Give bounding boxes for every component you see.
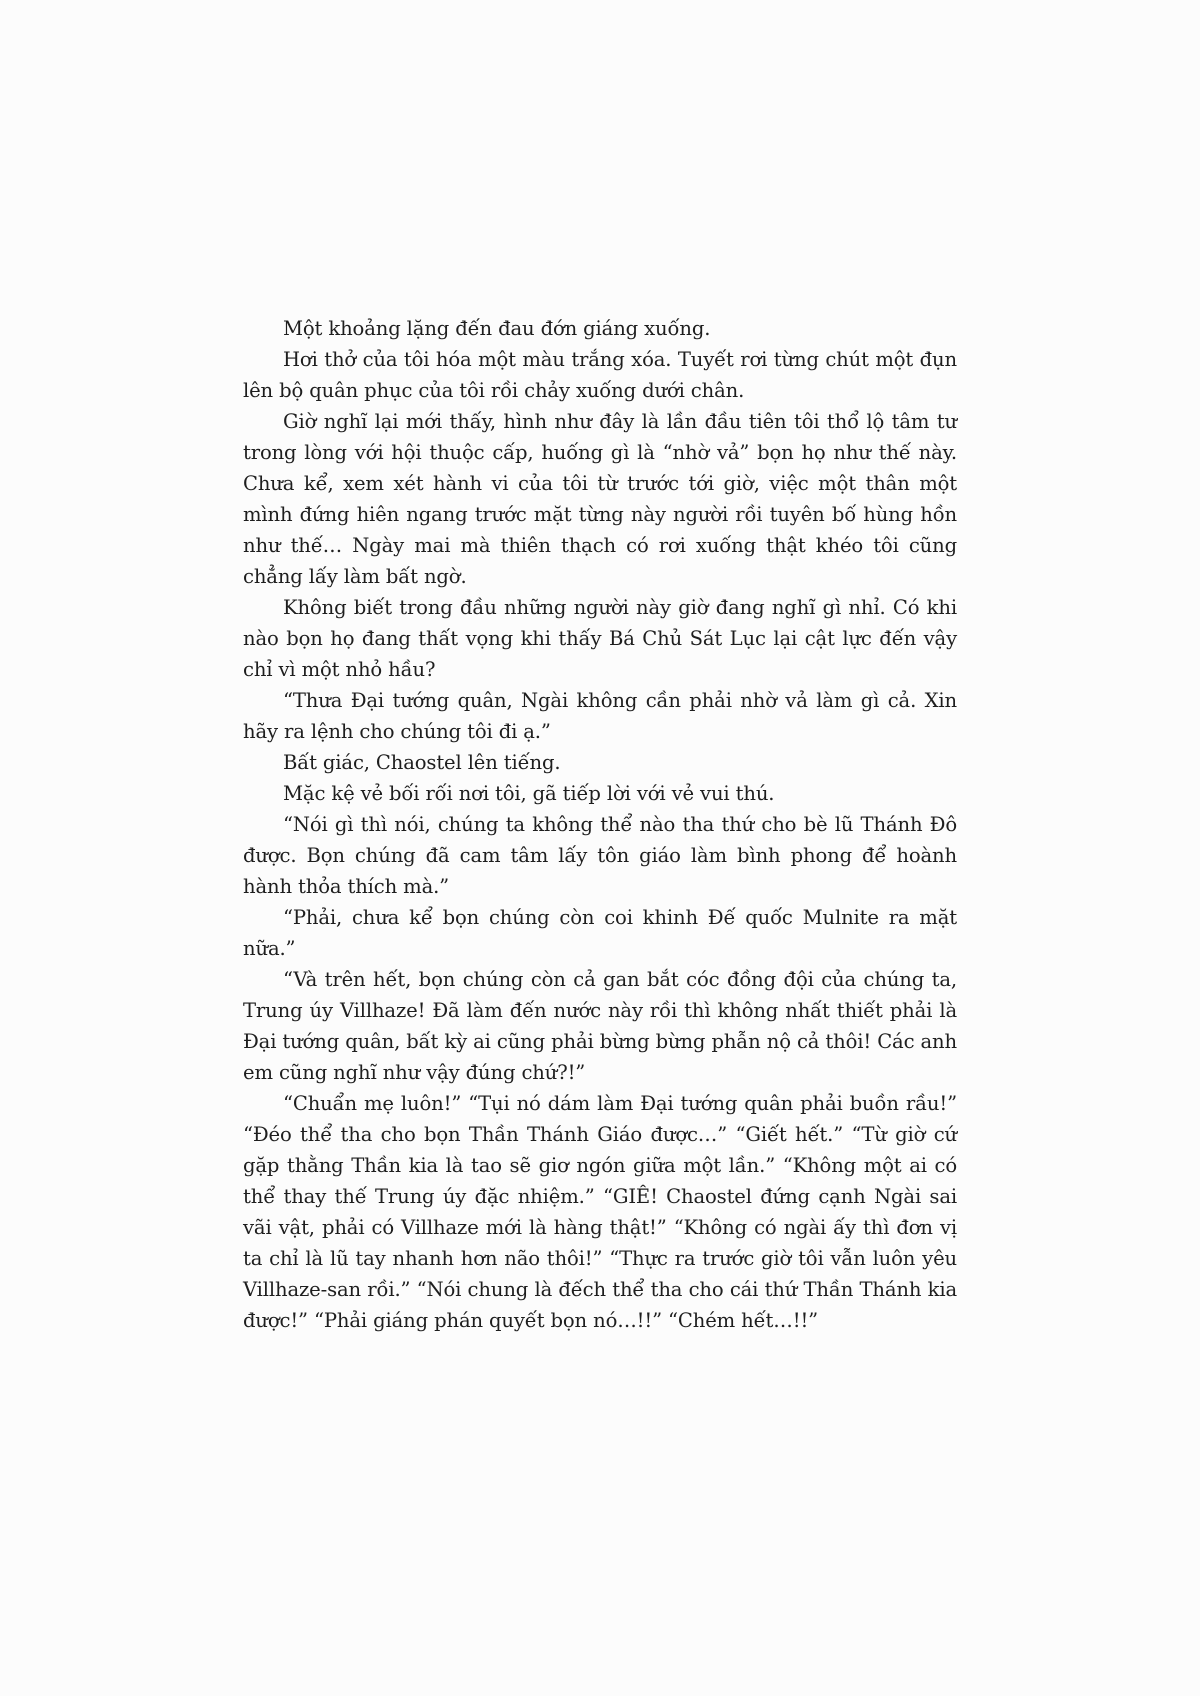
- paragraph: Hơi thở của tôi hóa một màu trắng xóa. Tuyết rơi từng chút một đụn lên bộ quân phục của tôi rồi chảy xuống dưới chân.: [243, 348, 957, 402]
- dialogue-paragraph: “Phải, chưa kể bọn chúng còn coi khinh Đế quốc Mulnite ra mặt nữa.”: [243, 906, 957, 960]
- paragraph: Mặc kệ vẻ bối rối nơi tôi, gã tiếp lời với vẻ vui thú.: [283, 782, 775, 805]
- dialogue-paragraph: “Chuẩn mẹ luôn!” “Tụi nó dám làm Đại tướng quân phải buồn rầu!” “Đéo thể tha cho bọn Thần Thánh Giáo được…” “Giết hết.” “Từ giờ cứ gặp thằng Thần kia là tao sẽ giơ ngón giữa một lần.” “Không một ai có thể thay thế Trung úy đặc nhiệm.” “GIÊ! Chaostel đứng cạnh Ngài sai vãi vật, phải có Villhaze mới là hàng thật!” “Không có ngài ấy thì đơn vị ta chỉ là lũ tay nhanh hơn não thôi!” “Thực ra trước giờ tôi vẫn luôn yêu Villhaze-san rồi.” “Nói chung là đếch thể tha cho cái thứ Thần Thánh kia được!” “Phải giáng phán quyết bọn nó…!!” “Chém hết…!!”: [243, 1092, 957, 1332]
- paragraph: Không biết trong đầu những người này giờ đang nghĩ gì nhỉ. Có khi nào bọn họ đang thất vọng khi thấy Bá Chủ Sát Lục lại cật lực đến vậy chỉ vì một nhỏ hầu?: [243, 596, 957, 681]
- page-body-text: [243, 313, 957, 1336]
- paragraph: Giờ nghĩ lại mới thấy, hình như đây là lần đầu tiên tôi thổ lộ tâm tư trong lòng với hội thuộc cấp, huống gì là “nhờ vả” bọn họ như thế này. Chưa kể, xem xét hành vi của tôi từ trước tới giờ, việc một thân một mình đứng hiên ngang trước mặt từng này người rồi tuyên bố hùng hồn như thế… Ngày mai mà thiên thạch có rơi xuống thật khéo tôi cũng chẳng lấy làm bất ngờ.: [243, 410, 957, 588]
- paragraph: Một khoảng lặng đến đau đớn giáng xuống.: [283, 317, 711, 340]
- dialogue-paragraph: “Thưa Đại tướng quân, Ngài không cần phải nhờ vả làm gì cả. Xin hãy ra lệnh cho chúng tôi đi ạ.”: [243, 689, 957, 743]
- dialogue-paragraph: “Nói gì thì nói, chúng ta không thể nào tha thứ cho bè lũ Thánh Đô được. Bọn chúng đã cam tâm lấy tôn giáo làm bình phong để hoành hành thỏa thích mà.”: [243, 813, 957, 898]
- dialogue-paragraph: “Và trên hết, bọn chúng còn cả gan bắt cóc đồng đội của chúng ta, Trung úy Villhaze! Đã làm đến nước này rồi thì không nhất thiết phải là Đại tướng quân, bất kỳ ai cũng phải bừng bừng phẫn nộ cả thôi! Các anh em cũng nghĩ như vậy đúng chứ?!”: [243, 968, 957, 1084]
- paragraph: Bất giác, Chaostel lên tiếng.: [283, 751, 561, 774]
